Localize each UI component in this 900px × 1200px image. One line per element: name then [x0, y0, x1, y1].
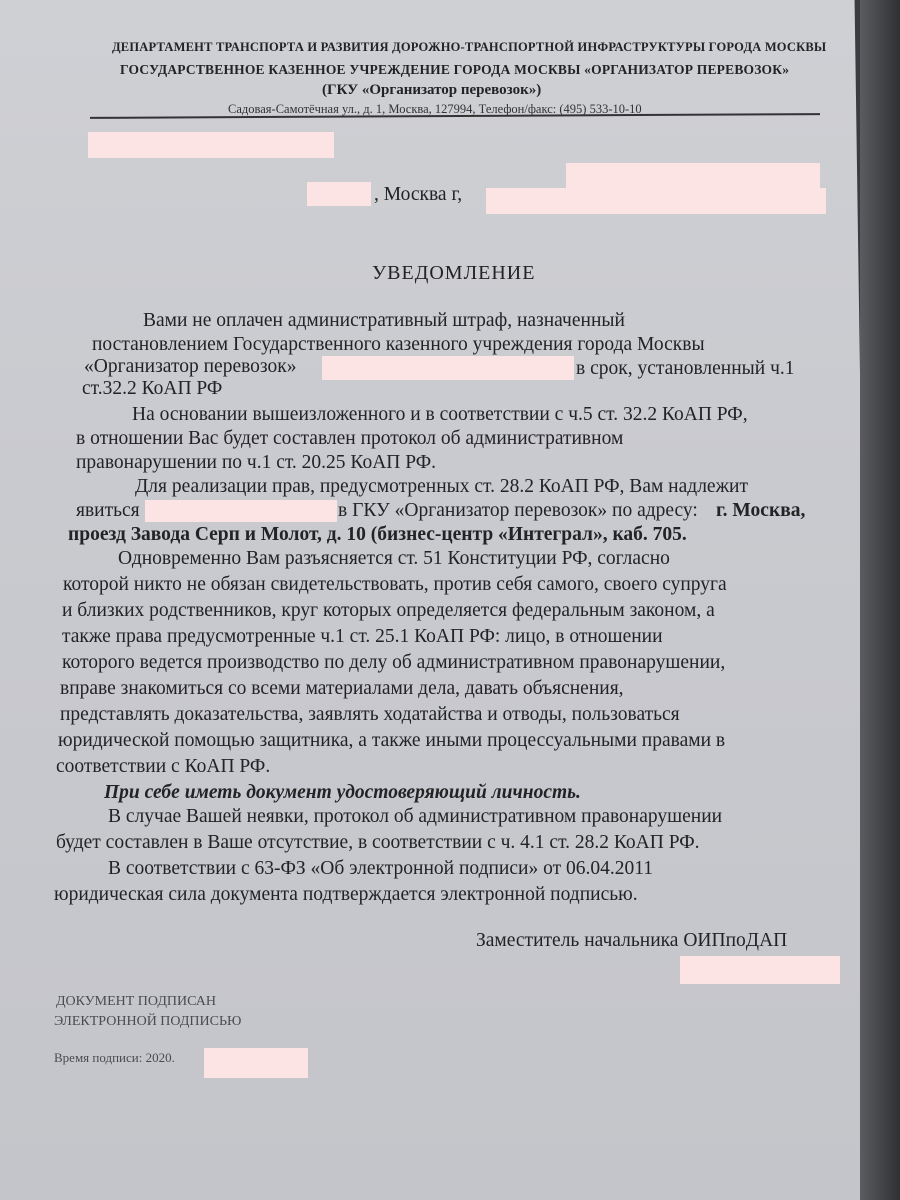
text-line: и близких родственников, круг которых определяется федеральным законом, а: [62, 600, 715, 621]
header-address: Садовая-Самотёчная ул., д. 1, Москва, 127994, Телефон/факс: (495) 533-10-10: [228, 102, 642, 116]
header-department: ДЕПАРТАМЕНТ ТРАНСПОРТА И РАЗВИТИЯ ДОРОЖНО-ТРАНСПОРТНОЙ ИНФРАСТРУКТУРЫ ГОРОДА МОСКВЫ: [112, 40, 827, 54]
redacted-recipient: [88, 132, 334, 158]
header-organization: ГОСУДАРСТВЕННОЕ КАЗЕННОЕ УЧРЕЖДЕНИЕ ГОРОДА МОСКВЫ «ОРГАНИЗАТОР ПЕРЕВОЗОК»: [120, 62, 790, 77]
text-line: Одновременно Вам разъясняется ст. 51 Конституции РФ, согласно: [118, 548, 670, 569]
office-address: проезд Завода Серп и Молот, д. 10 (бизнес-центр «Интеграл», каб. 705.: [68, 524, 687, 545]
text-line: Вами не оплачен административный штраф, назначенный: [143, 310, 625, 331]
text-line: вправе знакомиться со всеми материалами дела, давать объяснения,: [60, 678, 624, 699]
header-short-name: (ГКУ «Организатор перевозок»): [322, 82, 542, 98]
signature-time: Время подписи: 2020.: [54, 1050, 175, 1065]
background-edge: [860, 0, 900, 1200]
redacted-date: [307, 182, 371, 206]
text-line: постановлением Государственного казенного учреждения города Москвы: [92, 334, 705, 355]
signatory-position: Заместитель начальника ОИПпоДАП: [476, 930, 788, 951]
text-line: явиться: [76, 500, 140, 521]
text-line: Для реализации прав, предусмотренных ст. 28.2 КоАП РФ, Вам надлежит: [135, 476, 749, 497]
text-line: юридической помощью защитника, а также иными процессуальными правами в: [58, 730, 726, 751]
redacted-appointment: [145, 500, 337, 522]
text-line: В случае Вашей неявки, протокол об административном правонарушении: [108, 806, 723, 827]
text-line: На основании вышеизложенного и в соответствии с ч.5 ст. 32.2 КоАП РФ,: [132, 404, 748, 425]
e-signature-stamp-line1: ДОКУМЕНТ ПОДПИСАН: [56, 994, 216, 1009]
text-line: «Организатор перевозок»: [84, 356, 297, 377]
text-line: В соответствии с 63-ФЗ «Об электронной подписи» от 06.04.2011: [108, 858, 654, 879]
id-required-note: При себе иметь документ удостоверяющий личность.: [104, 782, 581, 803]
text-line: будет составлен в Ваше отсутствие, в соответствии с ч. 4.1 ст. 28.2 КоАП РФ.: [56, 832, 700, 853]
text-line: в отношении Вас будет составлен протокол об административном: [76, 428, 624, 449]
text-line: представлять доказательства, заявлять ходатайства и отводы, пользоваться: [60, 704, 680, 725]
text-line: также права предусмотренные ч.1 ст. 25.1 КоАП РФ: лицо, в отношении: [62, 626, 663, 647]
text-line: в срок, установленный ч.1: [576, 358, 795, 379]
text-line: в ГКУ «Организатор перевозок» по адресу:: [338, 500, 698, 521]
text-line: которого ведется производство по делу об административном правонарушении,: [62, 652, 726, 673]
redacted-signature-time: [204, 1048, 308, 1078]
text-line: юридическая сила документа подтверждается электронной подписью.: [54, 884, 638, 905]
text-line: которой никто не обязан свидетельствовать, против себя самого, своего супруга: [63, 574, 727, 595]
text-line-bold: г. Москва,: [716, 500, 806, 521]
text-line: ст.32.2 КоАП РФ: [82, 378, 223, 399]
place-line: , Москва г,: [374, 184, 463, 205]
text-line: правонарушении по ч.1 ст. 20.25 КоАП РФ.: [76, 452, 437, 473]
e-signature-stamp-line2: ЭЛЕКТРОННОЙ ПОДПИСЬЮ: [54, 1014, 242, 1029]
text-line: соответствии с КоАП РФ.: [56, 756, 271, 777]
redacted-address-2: [486, 188, 826, 214]
redacted-address-1: [566, 163, 820, 189]
document-title: УВЕДОМЛЕНИЕ: [372, 262, 536, 284]
redacted-signatory-name: [680, 956, 840, 984]
redacted-resolution: [322, 356, 574, 380]
